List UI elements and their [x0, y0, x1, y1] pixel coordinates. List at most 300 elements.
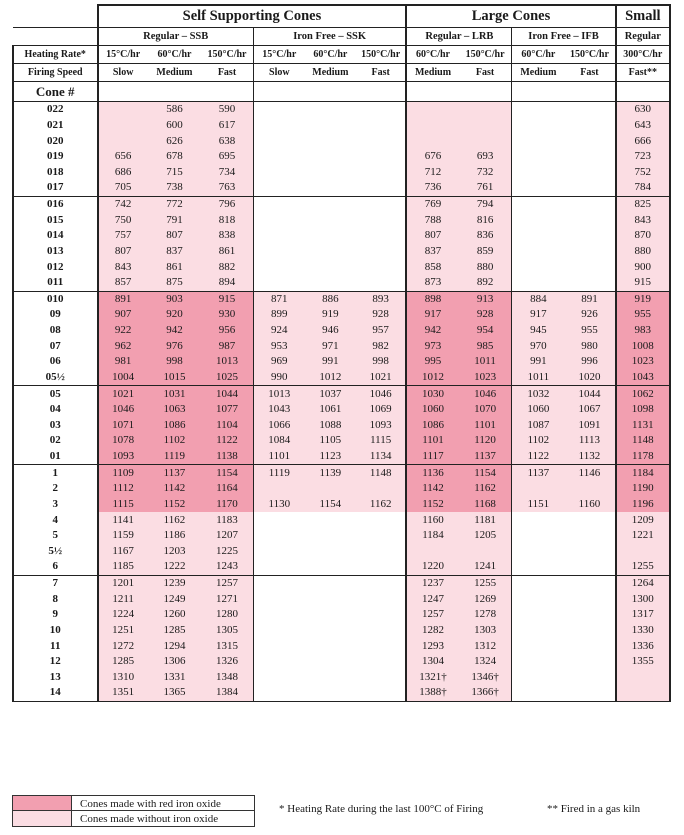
temperature-cell: 600: [148, 118, 201, 134]
temperature-cell: 1117: [406, 449, 458, 465]
temperature-cell: [564, 165, 615, 181]
temperature-cell: 1326: [201, 654, 253, 670]
temperature-cell: 1044: [564, 386, 615, 402]
temperature-cell: 1151: [512, 497, 564, 513]
legend: [12, 795, 255, 827]
table-row: [13, 180, 670, 196]
firing-speed-6: Medium: [406, 64, 458, 82]
temperature-cell: 1388†: [406, 685, 458, 701]
temperature-cell: 973: [406, 338, 458, 354]
corner-cell: [13, 5, 98, 28]
temperature-cell: 738: [148, 180, 201, 196]
temperature-cell: 643: [616, 118, 670, 134]
temperature-cell: [356, 670, 406, 686]
temperature-cell: [512, 259, 564, 275]
temperature-cell: 712: [406, 165, 458, 181]
temperature-cell: [253, 591, 304, 607]
temperature-cell: 942: [406, 323, 458, 339]
temperature-cell: 957: [356, 323, 406, 339]
temperature-cell: 656: [98, 149, 148, 165]
heating-rate-3: 15°C/hr: [253, 46, 304, 64]
temperature-cell: 1067: [564, 402, 615, 418]
temperature-cell: 638: [201, 133, 253, 149]
temperature-cell: 1178: [616, 449, 670, 465]
temperature-cell: 1119: [148, 449, 201, 465]
cone-number: 3: [13, 497, 98, 513]
temperature-cell: 1046: [459, 386, 512, 402]
temperature-cell: 734: [201, 165, 253, 181]
table-row: [13, 685, 670, 701]
temperature-cell: 1071: [98, 418, 148, 434]
temperature-cell: [356, 623, 406, 639]
temperature-cell: 791: [148, 212, 201, 228]
cone-number: 011: [13, 275, 98, 291]
temperature-cell: [512, 559, 564, 575]
temperature-cell: 1312: [459, 638, 512, 654]
temperature-cell: 1066: [253, 418, 304, 434]
heating-rate-2: 150°C/hr: [201, 46, 253, 64]
temperature-cell: 1142: [148, 481, 201, 497]
temperature-cell: [564, 591, 615, 607]
temperature-cell: 1249: [148, 591, 201, 607]
temperature-cell: [512, 212, 564, 228]
cone-number: 05: [13, 386, 98, 402]
temperature-cell: 1046: [356, 386, 406, 402]
temperature-cell: 920: [148, 307, 201, 323]
temperature-cell: 1160: [564, 497, 615, 513]
temperature-cell: [305, 228, 356, 244]
temperature-cell: [98, 102, 148, 118]
temperature-cell: [253, 102, 304, 118]
temperature-cell: 1137: [148, 465, 201, 481]
temperature-cell: 1348: [201, 670, 253, 686]
table-row: [13, 212, 670, 228]
temperature-cell: 742: [98, 196, 148, 212]
firing-speed-2: Fast: [201, 64, 253, 82]
temperature-cell: [564, 118, 615, 134]
table-row: [13, 118, 670, 134]
temperature-cell: 1021: [356, 370, 406, 386]
temperature-cell: [356, 685, 406, 701]
temperature-cell: [356, 212, 406, 228]
temperature-cell: 1078: [98, 433, 148, 449]
temperature-cell: 1162: [148, 512, 201, 528]
cone-number: 2: [13, 481, 98, 497]
temperature-cell: 1062: [616, 386, 670, 402]
heating-rate-4: 60°C/hr: [305, 46, 356, 64]
temperature-cell: 1137: [459, 449, 512, 465]
temperature-cell: 1220: [406, 559, 458, 575]
temperature-cell: [253, 654, 304, 670]
cone-number: 8: [13, 591, 98, 607]
temperature-cell: 942: [148, 323, 201, 339]
table-row: [13, 338, 670, 354]
temperature-cell: [512, 544, 564, 560]
table-row: [13, 244, 670, 260]
temperature-cell: [564, 670, 615, 686]
table-row: [13, 133, 670, 149]
cone-header-blank-1: [148, 82, 201, 102]
temperature-cell: 1093: [98, 449, 148, 465]
temperature-cell: 1112: [98, 481, 148, 497]
temperature-cell: 807: [148, 228, 201, 244]
temperature-cell: 1196: [616, 497, 670, 513]
table-row: [13, 370, 670, 386]
temperature-cell: [356, 607, 406, 623]
temperature-cell: 1384: [201, 685, 253, 701]
temperature-cell: [512, 149, 564, 165]
temperature-cell: 917: [406, 307, 458, 323]
temperature-cell: 686: [98, 165, 148, 181]
temperature-cell: [564, 133, 615, 149]
temperature-cell: 1012: [406, 370, 458, 386]
temperature-cell: 861: [201, 244, 253, 260]
table-row: [13, 196, 670, 212]
cone-number: 14: [13, 685, 98, 701]
temperature-cell: 913: [459, 291, 512, 307]
cone-number: 5½: [13, 544, 98, 560]
temperature-cell: [305, 275, 356, 291]
temperature-cell: [564, 244, 615, 260]
temperature-cell: [305, 259, 356, 275]
temperature-cell: [253, 623, 304, 639]
cone-number: 01: [13, 449, 98, 465]
temperature-cell: [512, 133, 564, 149]
temperature-cell: 1183: [201, 512, 253, 528]
temperature-cell: 1315: [201, 638, 253, 654]
firing-speed-label: Firing Speed: [13, 64, 98, 82]
temperature-cell: 924: [253, 323, 304, 339]
heating-rate-10: 300°C/hr: [616, 46, 670, 64]
temperature-cell: 857: [98, 275, 148, 291]
cone-number: 9: [13, 607, 98, 623]
temperature-cell: 1159: [98, 528, 148, 544]
temperature-cell: 1221: [616, 528, 670, 544]
cone-number: 018: [13, 165, 98, 181]
temperature-cell: 1141: [98, 512, 148, 528]
cone-number: 04: [13, 402, 98, 418]
cone-header-blank-3: [253, 82, 304, 102]
temperature-cell: 1013: [253, 386, 304, 402]
temperature-cell: [564, 575, 615, 591]
temperature-cell: 1278: [459, 607, 512, 623]
temperature-cell: 1070: [459, 402, 512, 418]
temperature-cell: 763: [201, 180, 253, 196]
table-row: [13, 591, 670, 607]
temperature-cell: 1025: [201, 370, 253, 386]
cone-number: 10: [13, 623, 98, 639]
corner-cell-2: [13, 28, 98, 46]
temperature-cell: 1086: [406, 418, 458, 434]
temperature-cell: [305, 165, 356, 181]
temperature-cell: [253, 481, 304, 497]
temperature-cell: 1123: [305, 449, 356, 465]
table-row: [13, 638, 670, 654]
temperature-cell: [305, 544, 356, 560]
temperature-cell: 626: [148, 133, 201, 149]
temperature-cell: 1186: [148, 528, 201, 544]
temperature-cell: 985: [459, 338, 512, 354]
temperature-cell: 900: [616, 259, 670, 275]
temperature-cell: 1167: [98, 544, 148, 560]
temperature-cell: 843: [98, 259, 148, 275]
cone-number: 019: [13, 149, 98, 165]
temperature-cell: 1102: [148, 433, 201, 449]
temperature-cell: 859: [459, 244, 512, 260]
table-row: [13, 259, 670, 275]
temperature-cell: 769: [406, 196, 458, 212]
temperature-cell: [512, 165, 564, 181]
table-row: [13, 354, 670, 370]
temperature-cell: 1012: [305, 370, 356, 386]
temperature-cell: [305, 133, 356, 149]
firing-speed-1: Medium: [148, 64, 201, 82]
temperature-cell: [512, 244, 564, 260]
temperature-cell: 1101: [406, 433, 458, 449]
temperature-cell: 926: [564, 307, 615, 323]
cone-header-blank-2: [201, 82, 253, 102]
temperature-cell: [564, 512, 615, 528]
temperature-cell: 922: [98, 323, 148, 339]
temperature-cell: 796: [201, 196, 253, 212]
temperature-cell: 971: [305, 338, 356, 354]
temperature-cell: 1306: [148, 654, 201, 670]
cone-number: 09: [13, 307, 98, 323]
temperature-cell: 1115: [356, 433, 406, 449]
temperature-cell: 1251: [98, 623, 148, 639]
temperature-cell: 843: [616, 212, 670, 228]
temperature-cell: [305, 591, 356, 607]
temperature-cell: 1030: [406, 386, 458, 402]
table-row: [13, 607, 670, 623]
temperature-cell: [564, 228, 615, 244]
table-row: [13, 497, 670, 513]
temperature-cell: 1241: [459, 559, 512, 575]
cone-number: 02: [13, 433, 98, 449]
firing-speed-0: Slow: [98, 64, 148, 82]
temperature-cell: 1148: [356, 465, 406, 481]
temperature-cell: [253, 575, 304, 591]
temperature-cell: 930: [201, 307, 253, 323]
temperature-cell: 991: [512, 354, 564, 370]
temperature-cell: [253, 607, 304, 623]
temperature-cell: [253, 275, 304, 291]
temperature-cell: 1148: [616, 433, 670, 449]
temperature-cell: 871: [253, 291, 304, 307]
temperature-cell: 1044: [201, 386, 253, 402]
cone-number: 014: [13, 228, 98, 244]
temperature-cell: [305, 670, 356, 686]
temperature-cell: [305, 196, 356, 212]
temperature-cell: 617: [201, 118, 253, 134]
temperature-cell: 1321†: [406, 670, 458, 686]
subgroup-ifb: Iron Free – IFB: [512, 28, 616, 46]
temperature-cell: 907: [98, 307, 148, 323]
table-row: [13, 654, 670, 670]
temperature-cell: 1130: [253, 497, 304, 513]
temperature-cell: 1225: [201, 544, 253, 560]
temperature-cell: 1086: [148, 418, 201, 434]
table-row: [13, 275, 670, 291]
temperature-cell: [512, 623, 564, 639]
temperature-cell: 1146: [564, 465, 615, 481]
temperature-cell: 807: [98, 244, 148, 260]
temperature-cell: 1137: [512, 465, 564, 481]
table-row: [13, 418, 670, 434]
cone-header-blank-4: [305, 82, 356, 102]
temperature-cell: 836: [459, 228, 512, 244]
cone-number: 03: [13, 418, 98, 434]
temperature-cell: [98, 133, 148, 149]
temperature-cell: 1119: [253, 465, 304, 481]
temperature-cell: [253, 244, 304, 260]
temperature-cell: 898: [406, 291, 458, 307]
temperature-cell: 1209: [616, 512, 670, 528]
temperature-cell: 1020: [564, 370, 615, 386]
temperature-cell: 892: [459, 275, 512, 291]
temperature-cell: [253, 133, 304, 149]
temperature-cell: [98, 118, 148, 134]
temperature-cell: 723: [616, 149, 670, 165]
temperature-cell: 1285: [148, 623, 201, 639]
temperature-cell: [356, 638, 406, 654]
temperature-cell: [253, 685, 304, 701]
table-row: [13, 228, 670, 244]
temperature-cell: 1310: [98, 670, 148, 686]
temperature-cell: 919: [305, 307, 356, 323]
table-row: [13, 402, 670, 418]
temperature-cell: 998: [148, 354, 201, 370]
temperature-cell: 1365: [148, 685, 201, 701]
temperature-cell: [616, 544, 670, 560]
temperature-cell: 1203: [148, 544, 201, 560]
temperature-cell: [616, 685, 670, 701]
temperature-cell: 1257: [201, 575, 253, 591]
temperature-cell: 1060: [406, 402, 458, 418]
temperature-cell: [616, 670, 670, 686]
temperature-cell: [253, 670, 304, 686]
temperature-cell: 1168: [459, 497, 512, 513]
temperature-cell: 705: [98, 180, 148, 196]
temperature-cell: [356, 149, 406, 165]
temperature-cell: [459, 544, 512, 560]
cone-number: 08: [13, 323, 98, 339]
temperature-cell: 1355: [616, 654, 670, 670]
temperature-cell: 1043: [253, 402, 304, 418]
temperature-cell: [305, 607, 356, 623]
temperature-cell: 1023: [616, 354, 670, 370]
group-large: Large Cones: [406, 5, 615, 28]
temperature-cell: [305, 623, 356, 639]
temperature-cell: 995: [406, 354, 458, 370]
temperature-cell: 1032: [512, 386, 564, 402]
temperature-cell: 1013: [201, 354, 253, 370]
temperature-cell: [564, 259, 615, 275]
temperature-cell: [253, 528, 304, 544]
legend-no-iron-label: Cones made without iron oxide: [80, 813, 219, 825]
subgroup-lrb: Regular – LRB: [406, 28, 512, 46]
temperature-cell: 903: [148, 291, 201, 307]
temperature-cell: 1304: [406, 654, 458, 670]
temperature-cell: [356, 196, 406, 212]
temperature-cell: 954: [459, 323, 512, 339]
temperature-cell: 962: [98, 338, 148, 354]
temperature-cell: 1091: [564, 418, 615, 434]
temperature-cell: 1164: [201, 481, 253, 497]
temperature-cell: [512, 118, 564, 134]
cone-number: 021: [13, 118, 98, 134]
temperature-cell: 953: [253, 338, 304, 354]
temperature-cell: 919: [616, 291, 670, 307]
temperature-cell: [564, 623, 615, 639]
firing-speed-5: Fast: [356, 64, 406, 82]
temperature-cell: 1101: [253, 449, 304, 465]
temperature-cell: 1105: [305, 433, 356, 449]
subgroup-ssb: Regular – SSB: [98, 28, 254, 46]
temperature-cell: 1109: [98, 465, 148, 481]
temperature-cell: 882: [201, 259, 253, 275]
temperature-cell: [512, 654, 564, 670]
temperature-cell: [564, 638, 615, 654]
temperature-cell: [356, 544, 406, 560]
temperature-cell: 838: [201, 228, 253, 244]
temperature-cell: 955: [564, 323, 615, 339]
temperature-cell: 1098: [616, 402, 670, 418]
temperature-cell: [253, 559, 304, 575]
temperature-cell: [356, 102, 406, 118]
temperature-cell: [512, 528, 564, 544]
temperature-cell: [305, 575, 356, 591]
table-row: [13, 386, 670, 402]
temperature-cell: 1046: [98, 402, 148, 418]
temperature-cell: [253, 228, 304, 244]
table-row: [13, 528, 670, 544]
temperature-cell: [512, 196, 564, 212]
temperature-cell: 1077: [201, 402, 253, 418]
temperature-cell: 1257: [406, 607, 458, 623]
temperature-cell: 1317: [616, 607, 670, 623]
temperature-cell: 870: [616, 228, 670, 244]
cone-header-blank-7: [459, 82, 512, 102]
temperature-cell: 880: [459, 259, 512, 275]
temperature-cell: 1303: [459, 623, 512, 639]
temperature-cell: 837: [148, 244, 201, 260]
firing-speed-8: Medium: [512, 64, 564, 82]
temperature-cell: 1366†: [459, 685, 512, 701]
temperature-cell: 825: [616, 196, 670, 212]
temperature-cell: 1088: [305, 418, 356, 434]
temperature-cell: 1272: [98, 638, 148, 654]
temperature-cell: [253, 512, 304, 528]
temperature-cell: 1346†: [459, 670, 512, 686]
temperature-cell: 586: [148, 102, 201, 118]
temperature-cell: [356, 481, 406, 497]
temperature-cell: 1260: [148, 607, 201, 623]
cone-number: 05½: [13, 370, 98, 386]
temperature-cell: 1063: [148, 402, 201, 418]
temperature-cell: [564, 654, 615, 670]
cone-number: 11: [13, 638, 98, 654]
temperature-cell: 945: [512, 323, 564, 339]
temperature-cell: 1131: [616, 418, 670, 434]
cone-header-blank-10: [616, 82, 670, 102]
temperature-cell: 893: [356, 291, 406, 307]
firing-speed-9: Fast: [564, 64, 615, 82]
table-row: [13, 481, 670, 497]
temperature-cell: 1154: [305, 497, 356, 513]
table-row: [13, 165, 670, 181]
temperature-cell: [305, 481, 356, 497]
